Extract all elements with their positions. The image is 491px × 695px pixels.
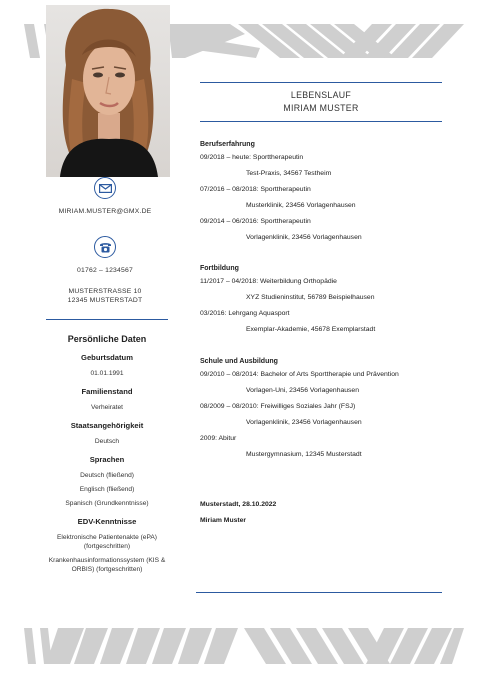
- training-title: Fortbildung: [200, 265, 239, 272]
- street-address: MUSTERSTRASSE 10: [68, 288, 142, 295]
- language-item: Deutsch (fließend): [80, 472, 134, 479]
- education-entry-detail: Vorlagen-Uni, 23456 Vorlagenhausen: [246, 387, 359, 394]
- training-entry: 11/2017 – 04/2018: Weiterbildung Orthopädie: [200, 278, 337, 285]
- personal-data-title: Persönliche Daten: [67, 334, 147, 344]
- header-bottom-rule: [200, 121, 442, 122]
- experience-entry: 09/2014 – 06/2016: Sporttherapeutin: [200, 218, 311, 225]
- marital-status-label: Familienstand: [81, 387, 133, 396]
- training-section: [200, 265, 450, 342]
- place-date: Musterstadt, 28.10.2022: [200, 501, 277, 508]
- left-divider: [46, 319, 168, 320]
- it-skill-item: Elektronische Patientenakte (ePA) (fortgeschritten): [57, 534, 157, 550]
- it-skills-label: EDV-Kenntnisse: [77, 517, 137, 526]
- decorative-stripes-bottom: [0, 628, 491, 664]
- education-entry: 2009: Abitur: [200, 435, 237, 442]
- language-item: Englisch (fließend): [79, 486, 135, 493]
- signature-block: [200, 500, 276, 532]
- education-entry: 09/2010 – 08/2014: Bachelor of Arts Sporttherapie und Prävention: [200, 371, 399, 378]
- language-item: Spanisch (Grundkenntnisse): [65, 500, 149, 507]
- it-skill-item: Krankenhausinformationssystem (KIS & ORBIS) (fortgeschritten): [48, 557, 166, 573]
- personal-data-section: [40, 334, 174, 583]
- experience-entry-detail: Vorlagenklinik, 23456 Vorlagenhausen: [246, 234, 362, 241]
- cv-name: MIRIAM MUSTER: [283, 103, 359, 113]
- education-entry-detail: Mustergymnasium, 12345 Musterstadt: [246, 451, 362, 458]
- cv-title: LEBENSLAUF: [290, 90, 352, 100]
- city-address: 12345 MUSTERSTADT: [67, 297, 143, 304]
- contact-section: [40, 175, 170, 305]
- footer-rule: [196, 592, 442, 593]
- experience-title: Berufserfahrung: [200, 141, 255, 148]
- experience-entry: 09/2018 – heute: Sporttherapeutin: [200, 154, 304, 161]
- cv-header: [200, 82, 442, 122]
- birth-date-value: 01.01.1991: [90, 370, 124, 377]
- nationality-value: Deutsch: [94, 438, 120, 445]
- envelope-icon: [94, 177, 116, 199]
- telephone-icon: [94, 236, 116, 258]
- experience-entry-detail: Test-Praxis, 34567 Testheim: [246, 170, 332, 177]
- profile-photo: [46, 5, 170, 177]
- phone-number[interactable]: 01762 – 1234567: [77, 267, 133, 274]
- email-address[interactable]: MIRIAM.MUSTER@GMX.DE: [58, 208, 152, 215]
- training-entry: 03/2016: Lehrgang Aquasport: [200, 310, 290, 317]
- education-entry: 08/2009 – 08/2010: Freiwilliges Soziales Jahr (FSJ): [200, 403, 356, 410]
- experience-entry-detail: Musterklinik, 23456 Vorlagenhausen: [246, 202, 356, 209]
- education-section: [200, 358, 450, 467]
- languages-label: Sprachen: [89, 455, 125, 464]
- nationality-label: Staatsangehörigkeit: [70, 421, 144, 430]
- education-entry-detail: Vorlagenklinik, 23456 Vorlagenhausen: [246, 419, 362, 426]
- birth-date-label: Geburtsdatum: [81, 353, 133, 362]
- experience-section: [200, 141, 450, 250]
- training-entry-detail: Exemplar-Akademie, 45678 Exemplarstadt: [246, 326, 376, 333]
- experience-entry: 07/2016 – 08/2018: Sporttherapeutin: [200, 186, 311, 193]
- cv-title-block: [200, 83, 442, 121]
- marital-status-value: Verheiratet: [91, 404, 123, 411]
- training-entry-detail: XYZ Studieninstitut, 56789 Beispielhausen: [246, 294, 375, 301]
- education-title: Schule und Ausbildung: [200, 358, 278, 365]
- signature-name: Miriam Muster: [200, 517, 247, 524]
